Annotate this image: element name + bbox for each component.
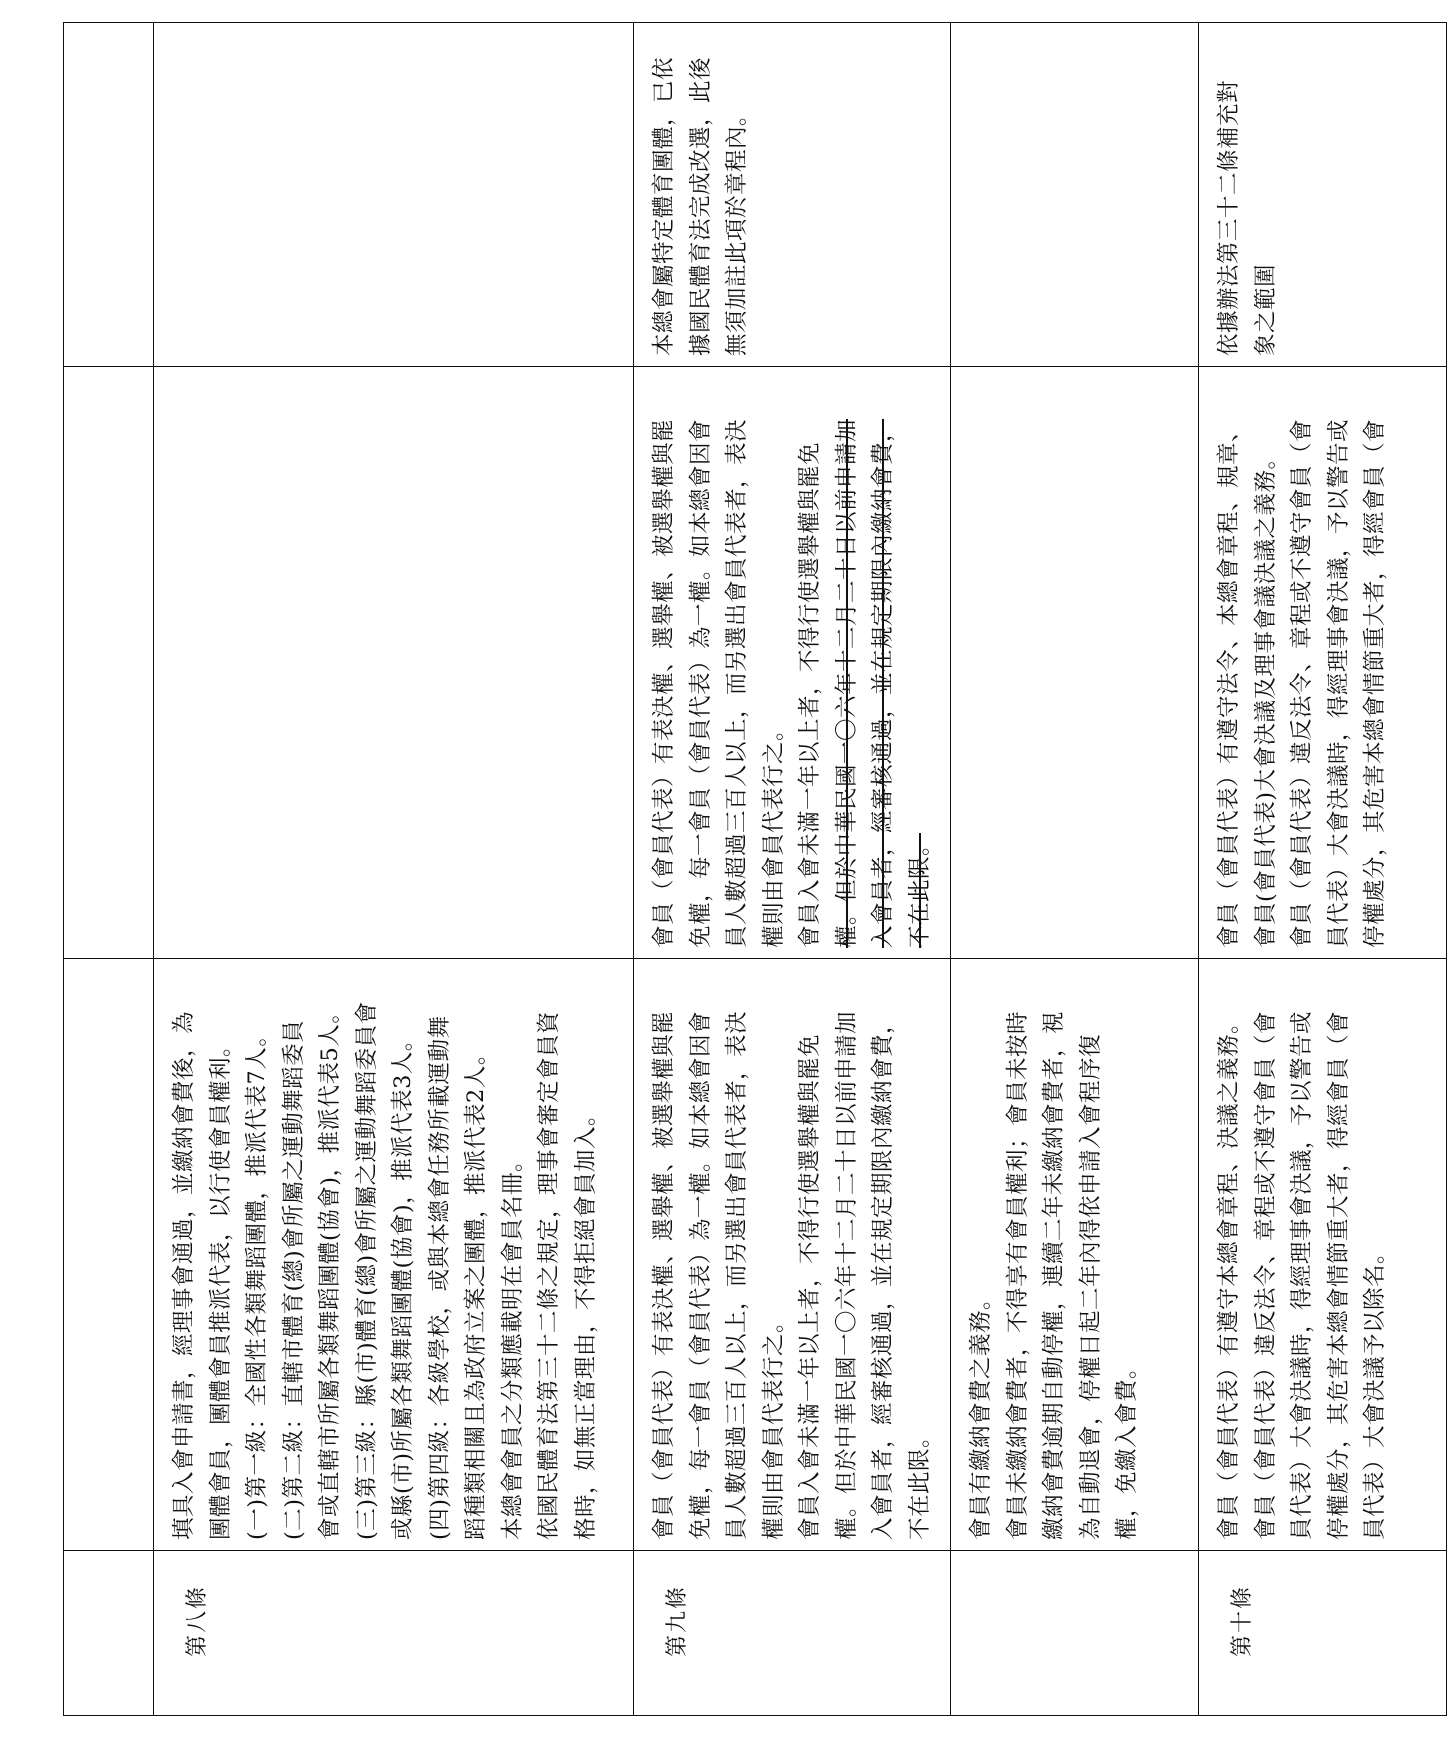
original-line: 會員（會員代表）違反法令、章程或不遵守會員（會	[1289, 418, 1315, 948]
header-remarks-cell	[64, 23, 154, 367]
amended-line: (一)第一級：全國性各類舞蹈團體，推派代表7人。	[244, 1023, 270, 1540]
remarks-cell	[1199, 23, 1447, 367]
original-line: 停權處分，其危害本總會情節重大者，得經會員（會	[1362, 418, 1388, 948]
original-line: 會員入會未滿一年以上者，不得行使選舉權與罷免	[797, 441, 823, 948]
amended-line: 員人數超過三百人以上，而另選出會員代表者，表決	[724, 1010, 750, 1540]
amended-line: 停權處分，其危害本總會情節重大者，得經會員（會	[1325, 1010, 1352, 1540]
amended-text-cell	[1199, 959, 1447, 1551]
article-label	[963, 1561, 977, 1705]
remarks-line: 依據辦法第三十二條補充對	[1216, 79, 1242, 356]
remarks-cell	[154, 23, 634, 367]
amended-text-cell	[634, 959, 951, 1551]
amended-line: (三)第三級：縣(市)體育(總)會所屬之運動舞蹈委員會	[353, 1001, 380, 1540]
original-text-cell	[154, 367, 634, 959]
rotated-comparison-table	[63, 23, 1388, 1716]
original-line: 權則由會員代表行之。	[760, 717, 787, 948]
amended-line: 權。但於中華民國一〇六年十二月二十日以前申請加	[833, 1010, 860, 1540]
article-label-cell	[951, 1551, 1199, 1716]
table-header-row	[64, 23, 154, 1716]
amended-line: 格時，如無正當理由，不得拒絕會員加入。	[572, 1102, 599, 1540]
article-label: 第八條	[185, 1584, 210, 1657]
remarks-cell	[634, 23, 951, 367]
original-line-struck: 入會員者，經審核通過，並在規定期限內繳納會費，	[870, 418, 896, 948]
amended-line: 入會員者，經審核通過，並在規定期限內繳納會費，	[870, 1010, 896, 1540]
article-label-cell	[1199, 1551, 1447, 1716]
amended-line: 會員有繳納會費之義務。	[968, 1286, 994, 1540]
amended-line: 本總會會員之分類應載明在會員名冊。	[499, 1148, 526, 1540]
original-line-struck: 不在此限。	[906, 832, 933, 948]
article-label: 第九條	[665, 1584, 690, 1657]
remarks-cell	[951, 23, 1199, 367]
remarks-line: 本總會屬特定體育團體，已依	[651, 56, 677, 356]
amended-text-cell	[154, 959, 634, 1551]
remarks-line: 象之範圍	[1252, 263, 1279, 356]
original-line: 員人數超過三百人以上，而另選出會員代表者，表決	[724, 418, 750, 948]
original-line: 免權，每一會員（會員代表）為一權。如本總會因會	[687, 418, 714, 948]
amended-line: 會員（會員代表）有表決權、選舉權、被選舉權與罷	[651, 1010, 677, 1540]
table-row-membership-fee	[951, 23, 1199, 1716]
table-row-article-10	[1199, 23, 1447, 1716]
amended-line: (四)第四級：各級學校，或與本總會任務所載運動舞	[426, 1015, 453, 1540]
remarks-line: 據國民體育法完成改選，此後	[687, 56, 714, 356]
amended-line: 會員（會員代表）有遵守本總會章程、決議之義務。	[1216, 1010, 1242, 1540]
amended-line: 為自動退會，停權日起二年內得依申請入會程序復	[1077, 1033, 1104, 1540]
header-article-cell	[64, 1551, 154, 1716]
original-line: 會員（會員代表）有表決權、選舉權、被選舉權與罷	[651, 418, 677, 948]
articles-comparison-table	[63, 22, 1447, 1716]
original-text-cell	[634, 367, 951, 959]
amended-line: 或縣(市)所屬各類舞蹈團體(協會)，推派代表3人。	[390, 1028, 416, 1540]
amended-line: 蹈種類相關且為政府立案之團體，推派代表2人。	[463, 1042, 489, 1540]
original-line: 會員(會員代表)大會決議及理事會議決議之義務。	[1252, 446, 1279, 948]
amended-line: 權則由會員代表行之。	[760, 1309, 787, 1540]
article-label-cell	[154, 1551, 634, 1716]
amended-line: (二)第二級：直轄市體育(總)會所屬之運動舞蹈委員	[280, 1019, 307, 1540]
amended-line: 員代表）大會決議時，得經理事會決議，予以警告或	[1289, 1010, 1315, 1540]
amended-line: 依國民體育法第三十二條之規定，理事會審定會員資	[536, 1010, 562, 1540]
header-amended-cell	[64, 959, 154, 1551]
original-line: 員代表）大會決議時，得經理事會決議，予以警告或	[1325, 418, 1352, 948]
amended-text-cell	[951, 959, 1199, 1551]
original-line-struck: 權。但於中華民國一〇六年十二月二十日以前申請加	[833, 418, 860, 948]
amended-line: 團體會員，團體會員推派代表，以行使會員權利。	[207, 1033, 234, 1540]
amended-line: 會或直轄市所屬各類舞蹈團體(協會)，推派代表5人。	[317, 1000, 343, 1540]
amended-line: 會員（會員代表）違反法令、章程或不遵守會員（會	[1252, 1010, 1279, 1540]
original-text-cell	[1199, 367, 1447, 959]
table-row-article-8	[154, 23, 634, 1716]
amended-line: 免權，每一會員（會員代表）為一權。如本總會因會	[687, 1010, 714, 1540]
amended-line: 會員入會未滿一年以上者，不得行使選舉權與罷免	[797, 1033, 823, 1540]
original-text-cell	[951, 367, 1199, 959]
amended-line: 員代表）大會決議予以除名。	[1362, 1240, 1388, 1540]
article-label-cell	[634, 1551, 951, 1716]
header-original-cell	[64, 367, 154, 959]
amended-line: 會員未繳納會費者，不得享有會員權利；會員未按時	[1004, 1010, 1031, 1540]
table-row-article-9	[634, 23, 951, 1716]
amended-line: 不在此限。	[906, 1424, 933, 1540]
amended-line: 權，免繳入會費。	[1114, 1355, 1140, 1540]
article-label: 第十條	[1230, 1584, 1255, 1657]
original-line: 會員（會員代表）有遵守法令、本總會章程、規章、	[1216, 418, 1242, 948]
amended-line: 繳納會費逾期自動停權，連續二年未繳納會費者，視	[1041, 1010, 1067, 1540]
amended-line: 填具入會申請書，經理事會通過，並繳納會費後，為	[171, 1010, 197, 1540]
remarks-line: 無須加註此項於章程內。	[724, 102, 750, 356]
